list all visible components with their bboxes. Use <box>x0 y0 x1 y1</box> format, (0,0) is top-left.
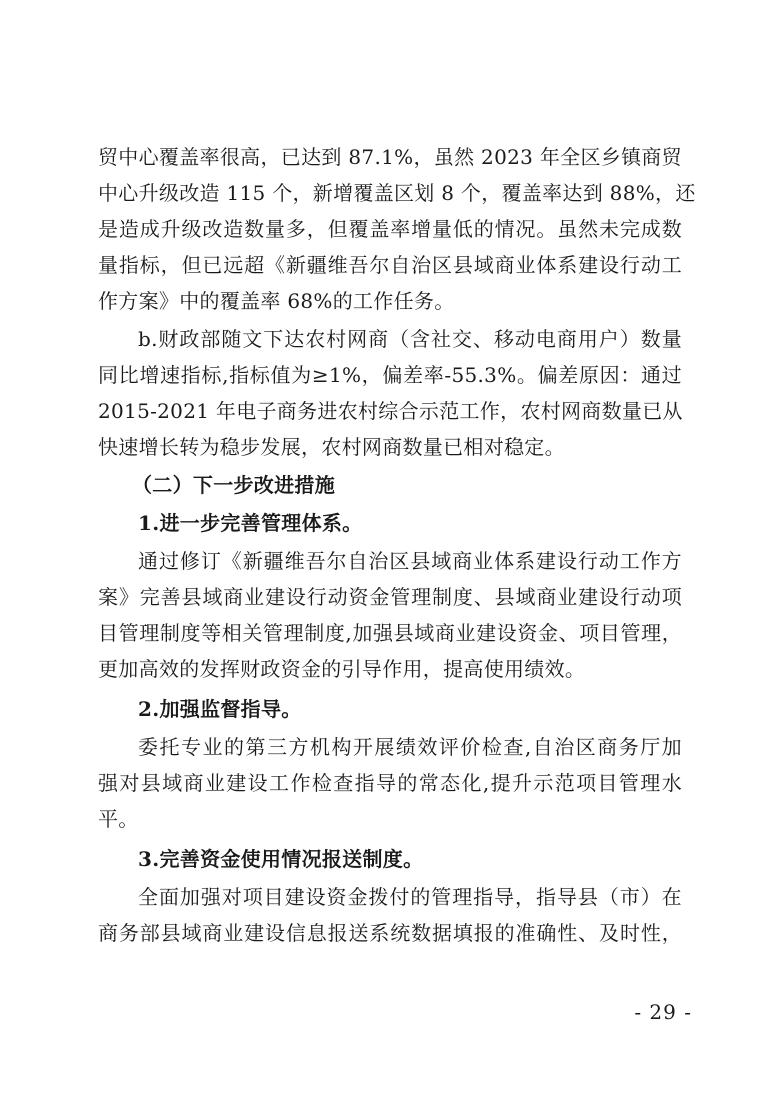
body-text-line: 委托专业的第三方机构开展绩效评价检查,自治区商务厅加 <box>138 735 682 759</box>
page-number: - 29 - <box>634 1000 692 1024</box>
subsection-heading: 2.加强监督指导。 <box>138 697 302 721</box>
body-text-line: 贸中心覆盖率很高，已达到 87.1%，虽然 2023 年全区乡镇商贸 <box>98 145 682 169</box>
body-text-line: 是造成升级改造数量多，但覆盖率增量低的情况。虽然未完成数 <box>98 217 682 241</box>
body-text-line: 中心升级改造 115 个，新增覆盖区划 8 个，覆盖率达到 88%，还 <box>98 181 696 205</box>
body-text-line: 商务部县域商业建设信息报送系统数据填报的准确性、及时性， <box>98 921 682 945</box>
body-text-line: 目管理制度等相关管理制度,加强县域商业建设资金、项目管理， <box>98 621 682 645</box>
body-text-line: 同比增速指标,指标值为≥1%，偏差率-55.3%。偏差原因：通过 <box>98 363 682 387</box>
body-text-line: 2015-2021 年电子商务进农村综合示范工作，农村网商数量已从 <box>98 399 683 423</box>
body-text-line: 平。 <box>98 807 139 831</box>
body-text-line: 作方案》中的覆盖率 68%的工作任务。 <box>98 289 455 313</box>
body-text-line: 更加高效的发挥财政资金的引导作用，提高使用绩效。 <box>98 657 586 681</box>
body-text-line: 量指标，但已远超《新疆维吾尔自治区县域商业体系建设行动工 <box>98 253 682 277</box>
body-text-line: 案》完善县域商业建设行动资金管理制度、县域商业建设行动项 <box>98 585 682 609</box>
body-text-line: 通过修订《新疆维吾尔自治区县域商业体系建设行动工作方 <box>138 549 682 573</box>
body-text-line: 全面加强对项目建设资金拨付的管理指导，指导县（市）在 <box>138 885 682 909</box>
section-heading: （二）下一步改进措施 <box>132 473 335 497</box>
subsection-heading: 3.完善资金使用情况报送制度。 <box>138 847 424 871</box>
body-text-line: 快速增长转为稳步发展，农村网商数量已相对稳定。 <box>98 435 565 459</box>
body-text-line: b.财政部随文下达农村网商（含社交、移动电商用户）数量 <box>138 327 682 351</box>
body-text-line: 强对县域商业建设工作检查指导的常态化,提升示范项目管理水 <box>98 771 682 795</box>
subsection-heading: 1.进一步完善管理体系。 <box>138 511 363 535</box>
